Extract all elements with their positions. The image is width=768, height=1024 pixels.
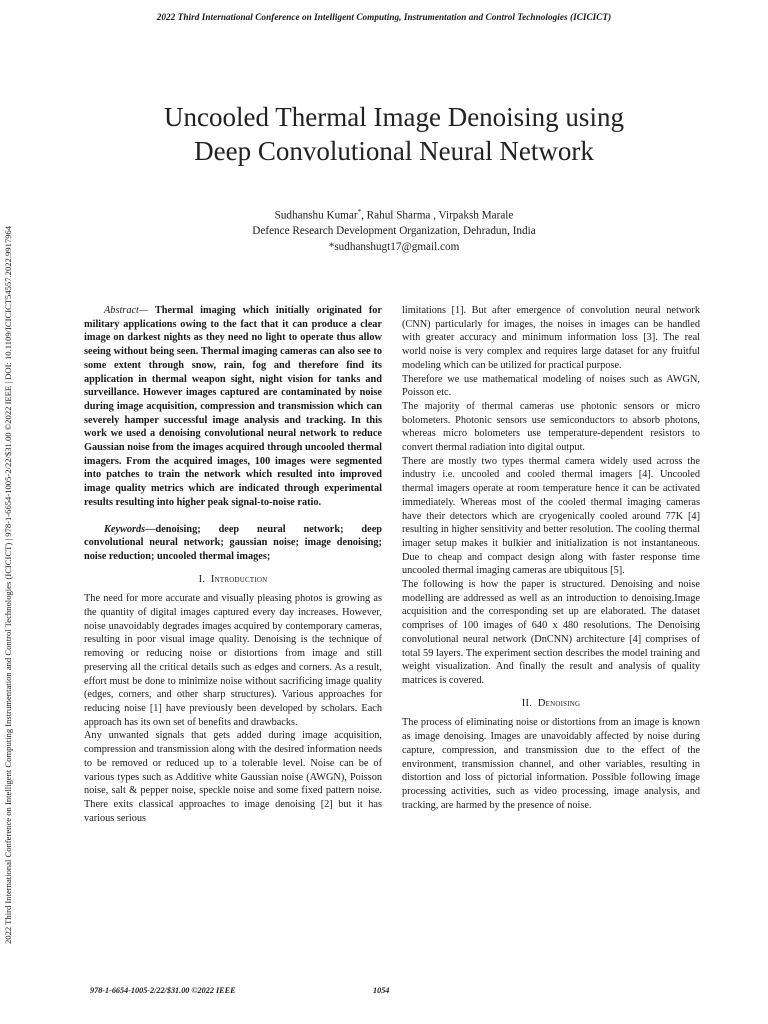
keywords xyxy=(84,523,382,564)
left-column xyxy=(84,304,382,825)
title-line-2: Deep Convolutional Neural Network xyxy=(194,136,594,166)
abstract xyxy=(84,304,382,510)
section-number: II. xyxy=(521,697,533,709)
first-author: Sudhanshu Kumar xyxy=(274,209,358,222)
co-authors: , Rahul Sharma , Virpaksh Marale xyxy=(361,209,514,222)
title-line-1: Uncooled Thermal Image Denoising using xyxy=(164,102,624,132)
intro-paragraph-1: The need for more accurate and visually pleasing photos is growing as the quantity of digital images captured every day increases. However, noise unavoidably degrades images acquired by contemporary cameras, resulting in poor visual image quality. Denoising is the technique of removing or reducing noise or distortions from image and still preserving all the critical details such as edges and corners. As a result, effort must be done to minimize noise without sacrificing image quality (edges, corners, and other sharp structures). Various approaches for reducing noise [1] have previously been developed by scholars. Each approach has its own set of benefits and drawbacks. xyxy=(84,593,382,728)
intro-paragraph-3: limitations [1]. But after emergence of convolution neural network (CNN) particularly for images, the noises in images can be handled with greater accuracy and minimum information loss [3]. The real world noise is very complex and requires large dataset for any fruitful modeling which can be utilized for practical purpose. xyxy=(402,305,700,371)
intro-paragraph-2: Any unwanted signals that gets added during image acquisition, compression and transmission along with the desired information needs to be removed or reduced up to a tolerable level. Noise can be of various types such as Additive white Gaussian noise (AWGN), Poisson noise, salt & pepper noise, speckle noise and some fixed pattern noise. There exits classical approaches to image denoising [2] but it has various serious xyxy=(84,730,382,824)
page-number: 1054 xyxy=(373,986,390,995)
denoising-paragraph: The process of eliminating noise or distortions from an image is known as image denoising. Images are unavoidably affected by noise during capture, compression, and transmission due to the effect of the environment, transmission channel, and other variables, resulting in distortion and loss of pictorial information. Possible following image processing activities, such as video processing, image analysis, and tracking, are harmed by the presence of noise. xyxy=(402,717,700,811)
intro-paragraph-7: The following is how the paper is structured. Denoising and noise modelling are addressed as well as an introduction to denoising.Image acquisition and the corresponding set up are elaborated. The dataset comprises of 100 images of 640 x 480 resolutions. The Denoising convolutional neural network (DnCNN) architecture [4] comprises of total 59 layers. The experiment section describes the model training and weight visualization. And finally the result and analysis of quality matrices is covered. xyxy=(402,579,700,686)
affiliation: Defence Research Development Organization, Dehradun, India xyxy=(252,225,536,238)
intro-paragraph-5: The majority of thermal cameras use photonic sensors or micro bolometers. Photonic sensors use semiconductors to absorb photons, whereas micro bolometers use temperature-dependent resistors to convert thermal radiation into digital output. xyxy=(402,400,700,454)
intro-paragraph-4: Therefore we use mathematical modeling of noises such as AWGN, Poisson etc. xyxy=(402,373,700,399)
corresponding-mark: * xyxy=(357,208,362,216)
author-block xyxy=(0,205,768,255)
section-title: Denoising xyxy=(537,697,581,709)
keywords-text: —denoising; deep neural network; deep convolutional neural network; gaussian noise; image denoising; noise reduction; uncooled thermal images; xyxy=(84,523,382,562)
right-column xyxy=(402,304,700,812)
paper-title xyxy=(90,100,698,168)
section-heading-introduction xyxy=(84,573,382,587)
footer-isbn: 978-1-6654-1005-2/22/$31.00 ©2022 IEEE xyxy=(90,986,236,995)
keywords-lead: Keywords xyxy=(104,523,146,535)
side-identifier: 2022 Third International Conference on Intelligent Computing Instrumentation and Control Technologies (ICICICT) | 978-1-6654-1005-2/22/$31.00 ©2022 IEEE | DOI: 10.1109/ICICICT54557.2022.9917964 xyxy=(3,225,13,944)
intro-paragraph-6: There are mostly two types thermal camera widely used across the industry i.e. uncooled and cooled thermal imagers [4]. Uncooled thermal imagers operate at room temperature hence it can be activated immediately. Whereas most of the cooled thermal imaging cameras have their detectors which are cryogenically cooled around 77K [4] resulting in higher sensitivity and better resolution. The cooling thermal imager setup makes it bulkier and initialization is not instantaneous. Due to cheap and compact design along with faster response time uncooled thermal imaging cameras are ubiquitous [5]. xyxy=(402,455,700,577)
abstract-text: Thermal imaging which initially originated for military applications owing to the fact that it can produce a clear image on darkest nights as they need no light to operate thus allow seeing without being seen. Thermal imaging cameras can also see to some extent through snow, rain, fog and therefore find its application in thermal weapon sight, night vision for tanks and surveillance. However images captured are contaminated by noise during image acquisition, compression and transmission which can severely hamper successful image analysis and tracking. In this work we used a denoising convolutional neural network to reduce Gaussian noise from the images acquired through uncooled thermal imagers. From the acquired images, 100 images were segmented into patches to train the network which resulted into improved image quality metrics which are indicated through experimental results resulting into higher peak signal-to-noise ratio. xyxy=(84,305,382,508)
section-heading-denoising xyxy=(402,697,700,711)
author-email: *sudhanshugt17@gmail.com xyxy=(328,240,460,253)
abstract-lead: Abstract— xyxy=(104,305,149,316)
section-number: I. xyxy=(198,573,206,585)
section-title: Introduction xyxy=(210,573,268,585)
author-names xyxy=(0,205,768,224)
running-header: 2022 Third International Conference on Intelligent Computing, Instrumentation and Control Technologies (ICICICT) xyxy=(156,12,612,22)
